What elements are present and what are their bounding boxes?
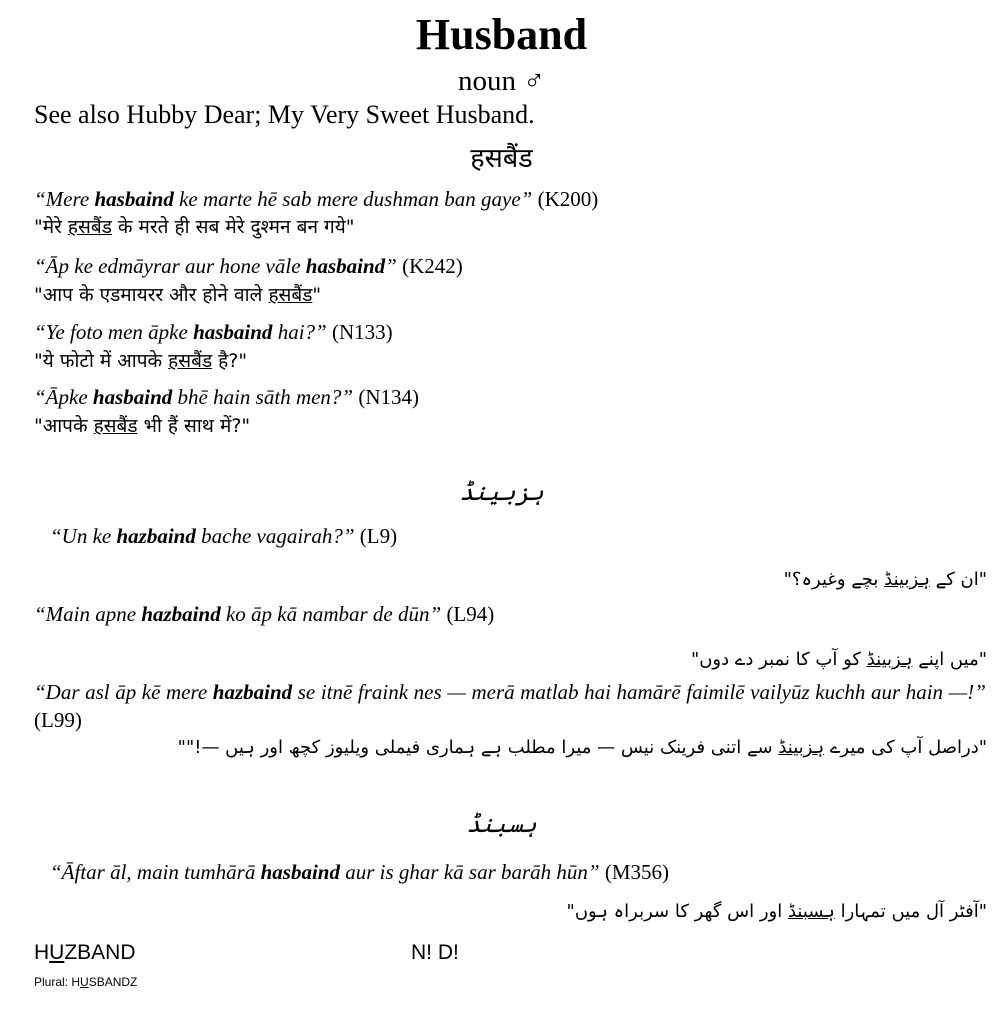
see-also: See also Hubby Dear; My Very Sweet Husband. xyxy=(34,100,535,129)
headword: Husband xyxy=(415,10,588,59)
example-native: "आपके हसबैंड भी हैं साथ में?" xyxy=(34,415,251,437)
urdu-heading: ہسبنڈ xyxy=(466,810,537,838)
hindi-heading: हसबैंड xyxy=(470,143,533,173)
example-native: "आप के एडमायरर और होने वाले हसबैंड" xyxy=(34,284,322,306)
plural-form: Plural: HUSBANDZ xyxy=(34,975,138,989)
example-romanized: “Āftar āl, main tumhārā hasbaind aur is ghar kā sar barāh hūn” (M356) xyxy=(50,860,670,884)
pronunciation: HUZBAND xyxy=(34,941,136,964)
example-romanized: “Dar asl āp kē mere hazbaind se itnē fraink nes — merā matlab hai hamārē faimilē vailyūz kuchh aur hain —!” (L99) xyxy=(34,680,986,732)
example-native: "آفٹر آل میں تمہارا ہسبنڈ اور اس گھر کا سربراہ ہوں" xyxy=(566,901,987,922)
example-romanized: “Main apne hazbaind ko āp kā nambar de dūn” (L94) xyxy=(34,602,495,626)
example-native: "میں اپنے ہزبینڈ کو آپ کا نمبر دے دوں" xyxy=(690,649,987,670)
example-native: "मेरे हसबैंड के मरते ही सब मेरे दुश्मन बन गये" xyxy=(34,216,355,238)
example-romanized: “Mere hasbaind ke marte hē sab mere dushman ban gaye” (K200) xyxy=(34,187,599,211)
example-native: "ان کے ہزبینڈ بچے وغیرہ؟" xyxy=(783,569,987,590)
part-of-speech: noun ♂ xyxy=(458,65,545,97)
example-romanized: “Āpke hasbaind bhē hain sāth men?” (N134) xyxy=(34,385,420,409)
example-romanized: “Un ke hazbaind bache vagairah?” (L9) xyxy=(50,524,398,548)
stress-mark: N! D! xyxy=(411,941,459,964)
example-native: "ये फोटो में आपके हसबैंड है?" xyxy=(34,350,248,372)
urdu-heading: ہزبینڈ xyxy=(459,478,544,506)
example-native: "دراصل آپ کی میرے ہزبینڈ سے اتنی فرینک نیس — میرا مطلب ہے ہماری فیملی ویلیوز کچھ اور ہیں —!"" xyxy=(177,737,987,758)
example-romanized: “Ye foto men āpke hasbaind hai?” (N133) xyxy=(34,320,393,344)
example-romanized: “Āp ke edmāyrar aur hone vāle hasbaind” (K242) xyxy=(34,254,463,278)
